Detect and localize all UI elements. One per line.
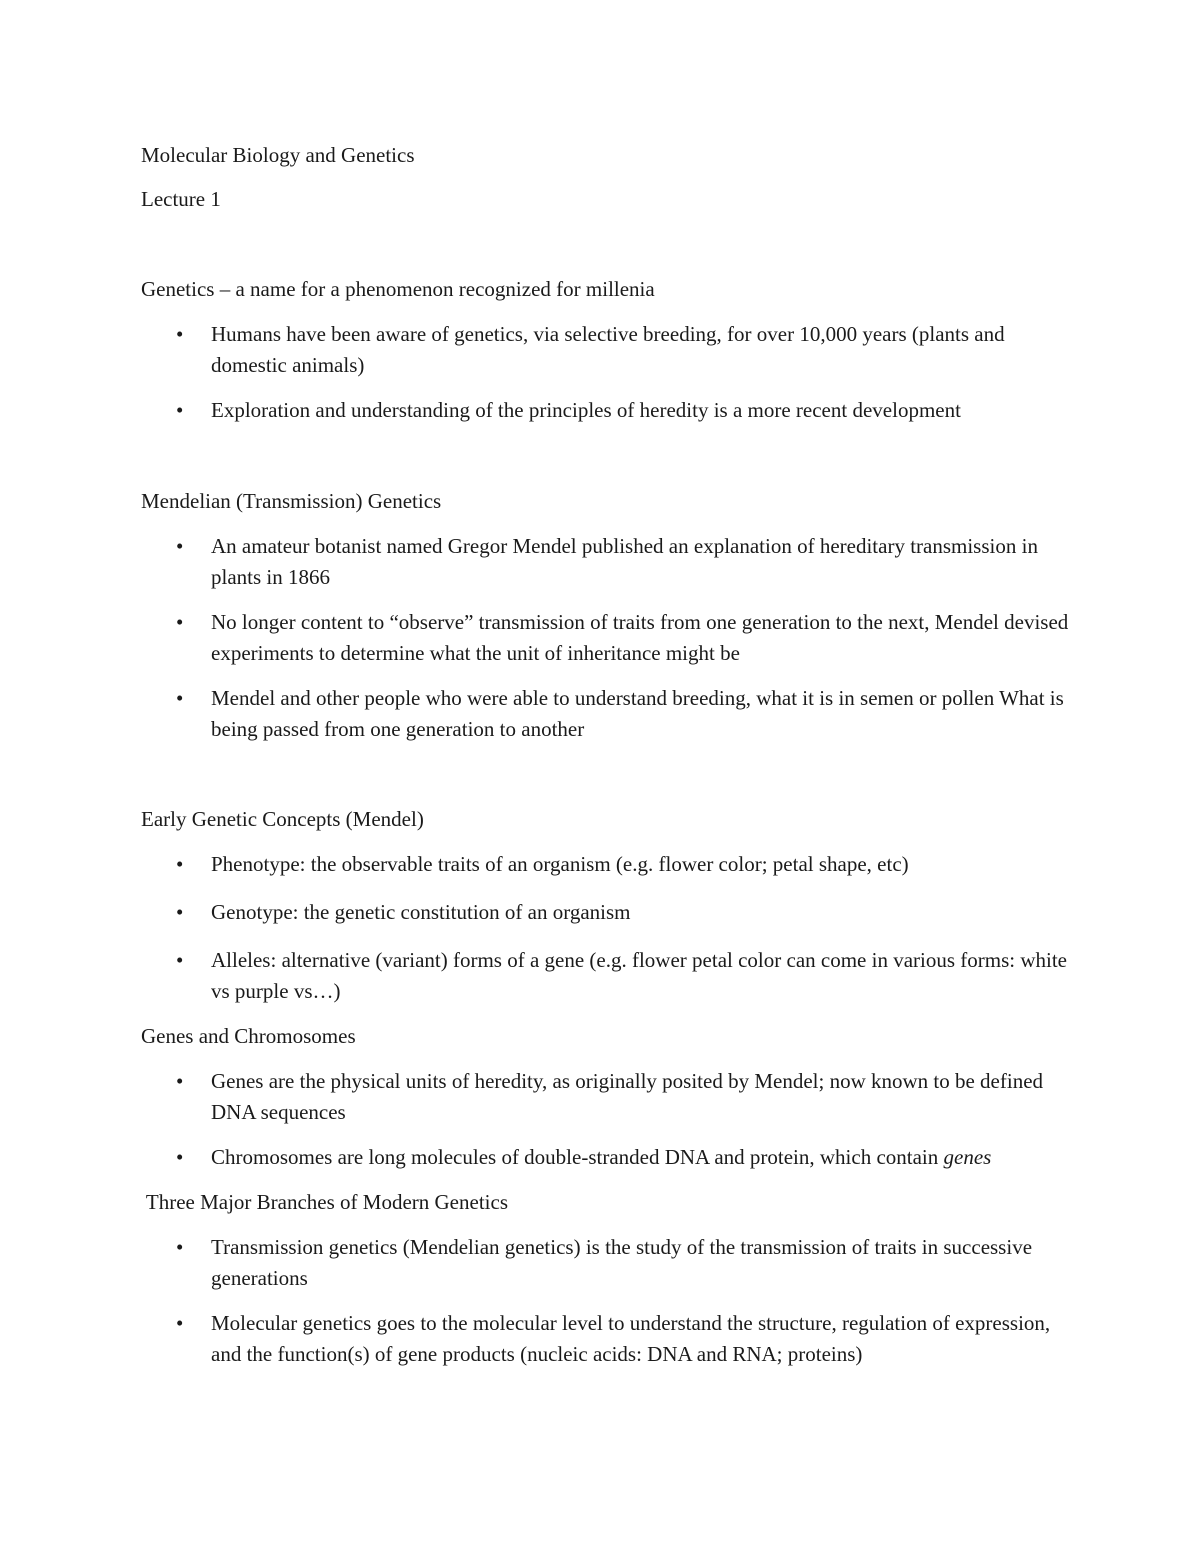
bullet-icon: •	[176, 686, 184, 710]
list-item: • Transmission genetics (Mendelian genetics) is the study of the transmission of traits in successive generations	[141, 1232, 1081, 1294]
bullet-icon: •	[176, 948, 184, 972]
bullet-icon: •	[176, 322, 184, 346]
list-item: • Phenotype: the observable traits of an organism (e.g. flower color; petal shape, etc)	[141, 849, 1081, 880]
section-heading-genetics: Genetics – a name for a phenomenon recognized for millenia	[141, 277, 655, 301]
bullet-icon: •	[176, 1145, 184, 1169]
bullet-icon: •	[176, 398, 184, 422]
bullet-icon: •	[176, 1069, 184, 1093]
list-item: • No longer content to “observe” transmission of traits from one generation to the next, Mendel devised experiments to determine what the unit of inheritance might be	[141, 607, 1081, 669]
list-item: • Molecular genetics goes to the molecular level to understand the structure, regulation of expression, and the function(s) of gene products (nucleic acids: DNA and RNA; proteins)	[141, 1308, 1081, 1370]
list-item: • Genes are the physical units of heredity, as originally posited by Mendel; now known to be defined DNA sequences	[141, 1066, 1081, 1128]
bullet-icon: •	[176, 1235, 184, 1259]
section-heading-branches: Three Major Branches of Modern Genetics	[141, 1190, 508, 1214]
list-item: • Alleles: alternative (variant) forms of a gene (e.g. flower petal color can come in various forms: white vs purple vs…)	[141, 945, 1081, 1007]
bullet-list-mendelian	[141, 531, 1081, 745]
section-heading-early-concepts: Early Genetic Concepts (Mendel)	[141, 807, 424, 831]
bullet-icon: •	[176, 534, 184, 558]
italic-term: genes	[943, 1145, 992, 1169]
bullet-list-early-concepts	[141, 849, 1081, 1007]
section-heading-mendelian: Mendelian (Transmission) Genetics	[141, 489, 442, 513]
section-heading-genes-chromosomes: Genes and Chromosomes	[141, 1024, 356, 1048]
bullet-icon: •	[176, 900, 184, 924]
bullet-list-genetics	[141, 319, 1081, 426]
document-page	[141, 140, 1081, 1370]
list-item: • Exploration and understanding of the principles of heredity is a more recent development	[141, 395, 1081, 426]
bullet-icon: •	[176, 852, 184, 876]
list-item: • An amateur botanist named Gregor Mendel published an explanation of hereditary transmission in plants in 1866	[141, 531, 1081, 593]
document-title: Molecular Biology and Genetics	[141, 143, 415, 167]
list-item: • Humans have been aware of genetics, via selective breeding, for over 10,000 years (plants and domestic animals)	[141, 319, 1081, 381]
list-item: • Chromosomes are long molecules of double-stranded DNA and protein, which contain genes	[141, 1142, 1081, 1173]
lecture-label: Lecture 1	[141, 187, 221, 211]
list-item: • Genotype: the genetic constitution of an organism	[141, 897, 1081, 928]
bullet-list-branches	[141, 1232, 1081, 1370]
bullet-list-genes-chromosomes	[141, 1066, 1081, 1173]
list-item: • Mendel and other people who were able to understand breeding, what it is in semen or pollen What is being passed from one generation to another	[141, 683, 1081, 745]
bullet-icon: •	[176, 1311, 184, 1335]
bullet-icon: •	[176, 610, 184, 634]
